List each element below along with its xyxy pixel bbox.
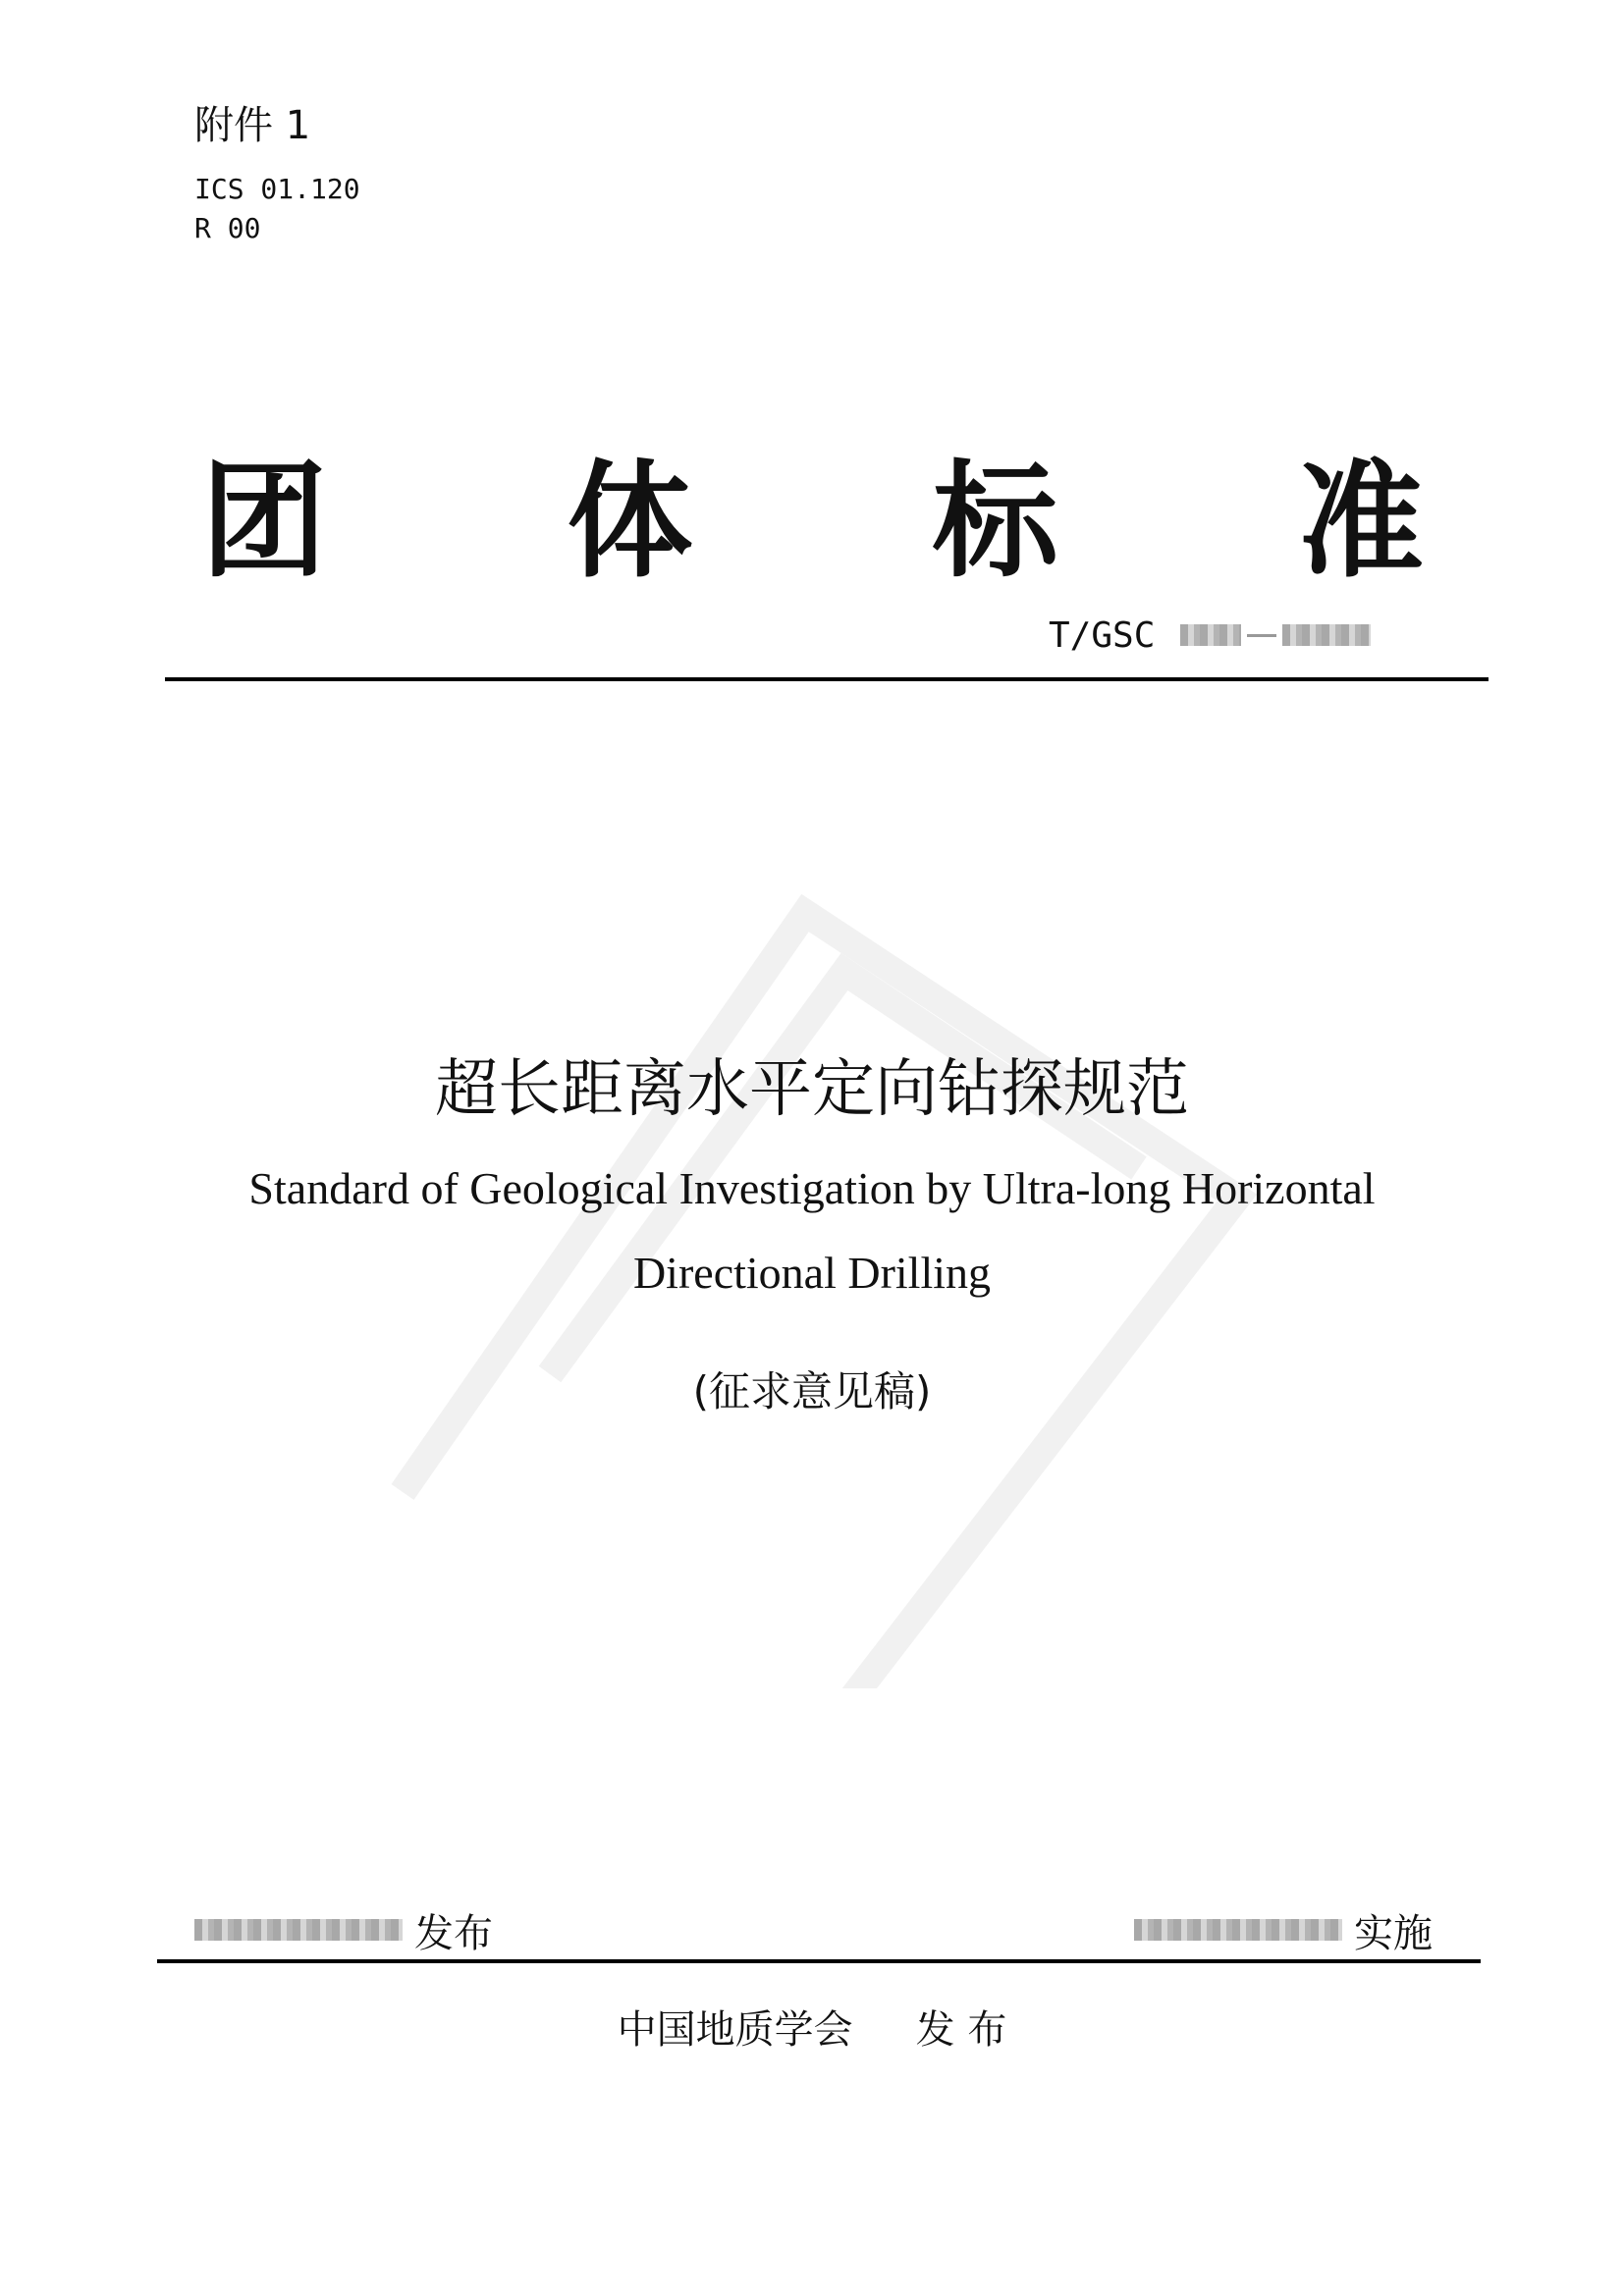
category-char: 团 [201,449,328,595]
draft-status: (征求意见稿) [692,1367,932,1415]
attachment-label: 附件 1 [194,103,311,148]
publish-label: 发布 [414,1910,493,1956]
issuer-action: 发 布 [915,2007,1007,2053]
implement-label: 实施 [1354,1910,1433,1956]
redacted-dash [1247,634,1276,637]
document-title-english-line2: Directional Drilling [632,1248,992,1298]
category-char: 体 [567,449,693,595]
implement-date-block [1134,1904,1433,1955]
issuer-name: 中国地质学会 [617,2007,853,2053]
redacted-publish-date [194,1919,403,1941]
footer-rule [157,1959,1481,1963]
standard-category-title [201,432,1424,595]
document-title-english-line1: Standard of Geological Investigation by Ultra-long Horizontal [248,1163,1376,1213]
document-title-chinese: 超长距离水平定向钻探规范 [435,1053,1189,1126]
publish-date-block [194,1904,493,1955]
redacted-serial [1180,624,1241,646]
watermark-seal [255,746,1384,1688]
ics-code: ICS 01.120 [194,173,360,205]
category-char: 准 [1297,449,1424,595]
redacted-implement-date [1134,1919,1342,1941]
classification-code: R 00 [194,212,261,244]
redacted-year [1282,624,1371,646]
standard-number [1049,611,1371,660]
header-rule [165,677,1489,681]
issuer-line [0,1999,1624,2055]
category-char: 标 [932,449,1058,595]
standard-number-prefix: T/GSC [1049,614,1156,656]
